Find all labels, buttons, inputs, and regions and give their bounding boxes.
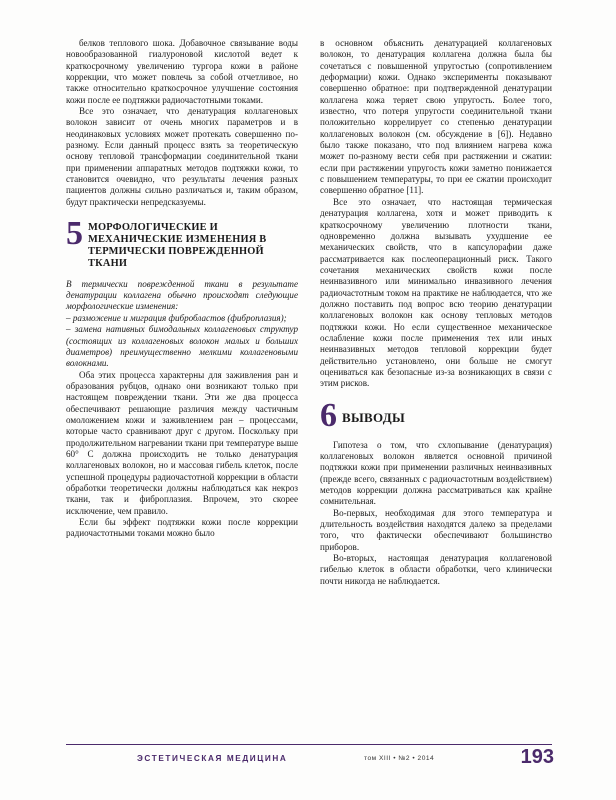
section-number: 5 bbox=[66, 215, 83, 253]
page-number: 193 bbox=[520, 746, 554, 768]
paragraph: Во-первых, необходимая для этого температура и длительность воздействия находятся далеко за пределами того, что фактически обеспечивают большинство приборов. bbox=[320, 507, 552, 552]
paragraph: Все это означает, что денатурация коллагеновых волокон зависит от очень многих параметров и в неодинаковых условиях может протекать совершенно по-разному. Если данный процесс взять за теоретическую основу тепловой трансформации соединительной ткани при применении аппаратных методов подтяжки кожи, то становится очевидно, что результаты лечения разных пациентов должны сильно различаться и, таким образом, будут практически непредсказуемы. bbox=[66, 106, 298, 207]
footer-divider bbox=[66, 744, 552, 745]
paragraph: Все это означает, что настоящая термическая денатурация коллагена, хотя и может приводить к краткосрочному увеличению плотности ткани, одновременно должна вызывать ухудшение ее механических свойств, что в капсулорафии даже рассматривается как послеоперационный риск. Такого сочетания механических свойств кожи после неинвазивного или минимально инвазивного лечения радиочастотным током на практике не наблюдается, что же должно поставить под вопрос всю теорию денатурации коллагеновых волокон как основу тепловых методов подтяжки кожи. Но если существенное механическое ослабление кожи после применения тех или иных неинвазивных методов тепловой коррекции будет действительно установлено, они больше не смогут оцениваться как безопасные из-за возникающих в связи с этим рисков. bbox=[320, 196, 552, 389]
list-item: – разможение и миграция фибробластов (фиброплазия); bbox=[66, 312, 287, 323]
paragraph: в основном объяснить денатурацией коллагеновых волокон, то денатурация коллагена должна была бы сочетаться с повышенной упругостью (сопротивлением деформации) кожи. Однако эксперименты показывают совершенно обратное: при подтвержденной денатурации коллагена кожа теряет свою упругость. Более того, известно, что потеря упругости соединительной ткани положительно коррелирует со степенью денатурации коллагеновых волокон (см. обсуждение в [6]). Недавно было также показано, что под влиянием нагрева кожа может по-разному вести себя при растяжении и сжатии: если при растяжении упругость кожи заметно понижается с повышением температуры, то при ее сжатии происходит совершенно обратное [11]. bbox=[320, 38, 552, 196]
paragraph: Оба этих процесса характерны для заживления ран и образования рубцов, однако они возникают только при настоящем повреждении ткани. Эти же два процесса обеспечивают решающие различия между частичным омоложением кожи и заживлением ран – процессами, которые часто сравнивают друг с другом. Поскольку при продолжительном нагревании ткани при температуре выше 60° С должна происходить не только денатурация коллагеновых волокон, но и массовая гибель клеток, после успешной процедуры радиочастотной коррекции в области обработки теоретически должны наблюдаться как некроз ткани, так и фиброплазия. Впрочем, это скорее исключение, чем правило. bbox=[66, 369, 298, 516]
right-column bbox=[320, 38, 552, 738]
paragraph: Если бы эффект подтяжки кожи после коррекции радиочастотными токами можно было bbox=[66, 517, 298, 539]
page-footer bbox=[0, 738, 616, 800]
paragraph: Во-вторых, настоящая денатурация коллагеновой гибелью клеток в области обработки, чего клинически почти никогда не наблюдается. bbox=[320, 553, 552, 586]
section-heading-morphological bbox=[66, 215, 298, 270]
section-number: 6 bbox=[320, 396, 337, 434]
section-heading-conclusions bbox=[320, 396, 552, 434]
left-column bbox=[66, 38, 298, 738]
section-title: ВЫВОДЫ bbox=[342, 409, 406, 425]
paragraph: белков теплового шока. Добавочное связывание воды новообразованной гиалуроновой кислотой ведет к краткосрочному увеличению тургора кожи в районе коррекции, что может повлечь за собой отчетливое, но также относительно краткосрочное улучшение состояния кожи после ее подтяжки радиочастотными токами. bbox=[66, 38, 298, 105]
section-title: МОРФОЛОГИЧЕСКИЕ И МЕХАНИЧЕСКИЕ ИЗМЕНЕНИЯ В ТЕРМИЧЕСКИ ПОВРЕЖДЕННОЙ ТКАНИ bbox=[88, 222, 267, 269]
list-item: – замена нативных бимодальных коллагеновых структур (состоящих из коллагеновых волокон малых и больших диаметров) преимущественно мелкими коллагеновыми волокнами. bbox=[66, 324, 298, 369]
italic-intro-block bbox=[66, 279, 298, 370]
footer-journal-title: ЭСТЕТИЧЕСКАЯ МЕДИЦИНА bbox=[137, 754, 288, 763]
footer-issue-info: том XIII • №2 • 2014 bbox=[364, 755, 435, 762]
two-column-body bbox=[66, 38, 552, 738]
paragraph: В термически поврежденной ткани в результате денатурации коллагена обычно происходят следующие морфологические изменения: bbox=[66, 278, 298, 312]
paragraph: Гипотеза о том, что схлопывание (денатурация) коллагеновых волокон является основной причиной подтяжки кожи при применении различных неинвазивных (прежде всего, связанных с радиочастотным воздействием) методов коррекции должна рассматриваться как крайне сомнительная. bbox=[320, 439, 552, 507]
